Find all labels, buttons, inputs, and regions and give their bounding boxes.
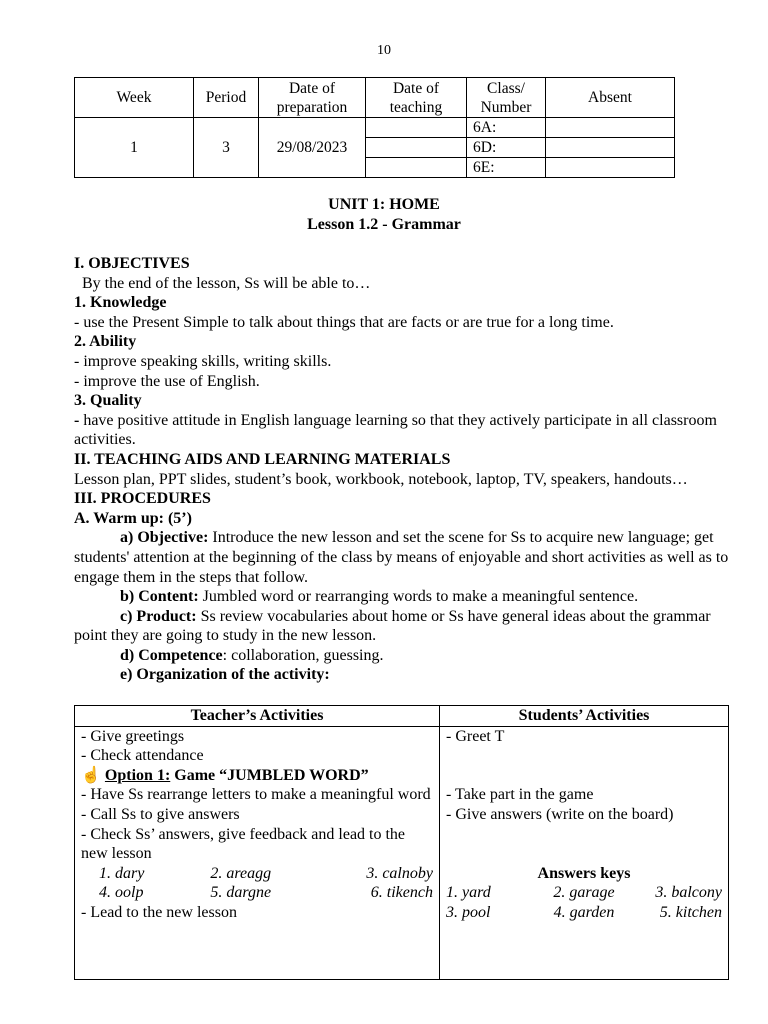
procedures-heading: III. PROCEDURES	[74, 490, 211, 508]
jumbled-word: 3. calnoby	[366, 864, 433, 882]
student-activities-cell	[440, 726, 729, 979]
answers-row	[446, 883, 722, 903]
header-date-preparation: Date of preparation	[259, 78, 366, 118]
answer-key: 2. garage	[553, 884, 615, 902]
teacher-activities-cell	[75, 726, 440, 979]
jumbled-word: 2. areagg	[210, 864, 272, 882]
option-line	[81, 766, 433, 786]
lesson-title: Lesson 1.2 - Grammar	[307, 216, 461, 233]
period-value: 3	[194, 118, 259, 178]
answer-key: 3. pool	[446, 903, 491, 921]
competence-paragraph: d) Competence: collaboration, guessing.	[120, 646, 384, 664]
student-step: - Take part in the game	[446, 786, 594, 804]
jumbled-words-row	[81, 864, 433, 884]
lesson-body	[74, 254, 734, 685]
answer-key: 3. balcony	[655, 884, 722, 902]
lesson-info-table	[74, 77, 675, 178]
unit-title: UNIT 1: HOME	[328, 196, 440, 213]
student-step: - Greet T	[446, 727, 505, 745]
date-teaching-cell	[366, 118, 467, 138]
teacher-step: - Give greetings	[81, 727, 185, 745]
teacher-step: - Lead to the new lesson	[81, 903, 237, 921]
answer-key: 1. yard	[446, 884, 491, 902]
teaching-aids-text: Lesson plan, PPT slides, student’s book, workbook, notebook, laptop, TV, speakers, handouts…	[74, 470, 688, 488]
knowledge-item: - use the Present Simple to talk about things that are facts or are true for a long time.	[74, 313, 614, 331]
jumbled-word: 5. dargne	[210, 884, 272, 902]
ability-item: - improve speaking skills, writing skills.	[74, 352, 332, 370]
warm-up-heading: A. Warm up: (5’)	[74, 509, 192, 527]
teacher-step: - Have Ss rearrange letters to make a meaningful word	[81, 786, 431, 804]
jumbled-word: 1. dary	[99, 864, 145, 882]
lesson-heading	[0, 195, 768, 235]
jumbled-word: 6. tikench	[370, 884, 433, 902]
teacher-step: - Check Ss’ answers, give feedback and lead to the new lesson	[81, 825, 406, 863]
product-paragraph: c) Product: Ss review vocabularies about home or Ss have general ideas about the grammar point they are going to study in the new lesson.	[74, 607, 711, 645]
student-step: - Give answers (write on the board)	[446, 805, 674, 823]
date-preparation-value: 29/08/2023	[259, 118, 366, 178]
ability-heading: 2. Ability	[74, 333, 137, 351]
class-cell: 6A:	[467, 118, 546, 138]
quality-item: - have positive attitude in English language learning so that they actively participate in all classroom activities.	[74, 411, 717, 449]
answers-row	[446, 903, 722, 923]
content-paragraph: b) Content: Jumbled word or rearranging words to make a meaningful sentence.	[120, 588, 639, 606]
option-game: Game “JUMBLED WORD”	[170, 766, 369, 784]
absent-cell	[546, 158, 675, 178]
organization-heading: e) Organization of the activity:	[120, 666, 330, 684]
date-teaching-cell	[366, 138, 467, 158]
activity-table	[74, 705, 729, 980]
quality-heading: 3. Quality	[74, 392, 142, 410]
jumbled-words-row	[81, 883, 433, 903]
teacher-activities-header: Teacher’s Activities	[75, 706, 440, 727]
answers-keys-title: Answers keys	[537, 864, 631, 882]
knowledge-heading: 1. Knowledge	[74, 294, 167, 312]
date-teaching-cell	[366, 158, 467, 178]
header-class-number: Class/ Number	[467, 78, 546, 118]
answer-key: 5. kitchen	[659, 903, 722, 921]
class-cell: 6D:	[467, 138, 546, 158]
objectives-heading: I. OBJECTIVES	[74, 255, 190, 272]
absent-cell	[546, 138, 675, 158]
teacher-step: - Check attendance	[81, 747, 204, 765]
ability-item: - improve the use of English.	[74, 372, 260, 390]
header-week: Week	[75, 78, 194, 118]
page-number: 10	[377, 43, 391, 58]
answer-key: 4. garden	[553, 903, 615, 921]
objective-paragraph: a) Objective: Introduce the new lesson and set the scene for Ss to acquire new language; get students' attention at the beginning of the class by means of enjoyable and short activities as well as to engage them in the steps that follow.	[74, 529, 729, 586]
pointing-hand-icon: ☝	[81, 766, 101, 784]
objectives-intro: By the end of the lesson, Ss will be able to…	[82, 274, 371, 292]
option-label: Option 1:	[104, 766, 171, 784]
absent-cell	[546, 118, 675, 138]
header-date-teaching: Date of teaching	[366, 78, 467, 118]
header-absent: Absent	[546, 78, 675, 118]
teaching-aids-heading: II. TEACHING AIDS AND LEARNING MATERIALS	[74, 450, 451, 468]
jumbled-word: 4. oolp	[99, 884, 144, 902]
class-cell: 6E:	[467, 158, 546, 178]
week-value: 1	[75, 118, 194, 178]
header-period: Period	[194, 78, 259, 118]
teacher-step: - Call Ss to give answers	[81, 805, 240, 823]
student-activities-header: Students’ Activities	[440, 706, 729, 727]
